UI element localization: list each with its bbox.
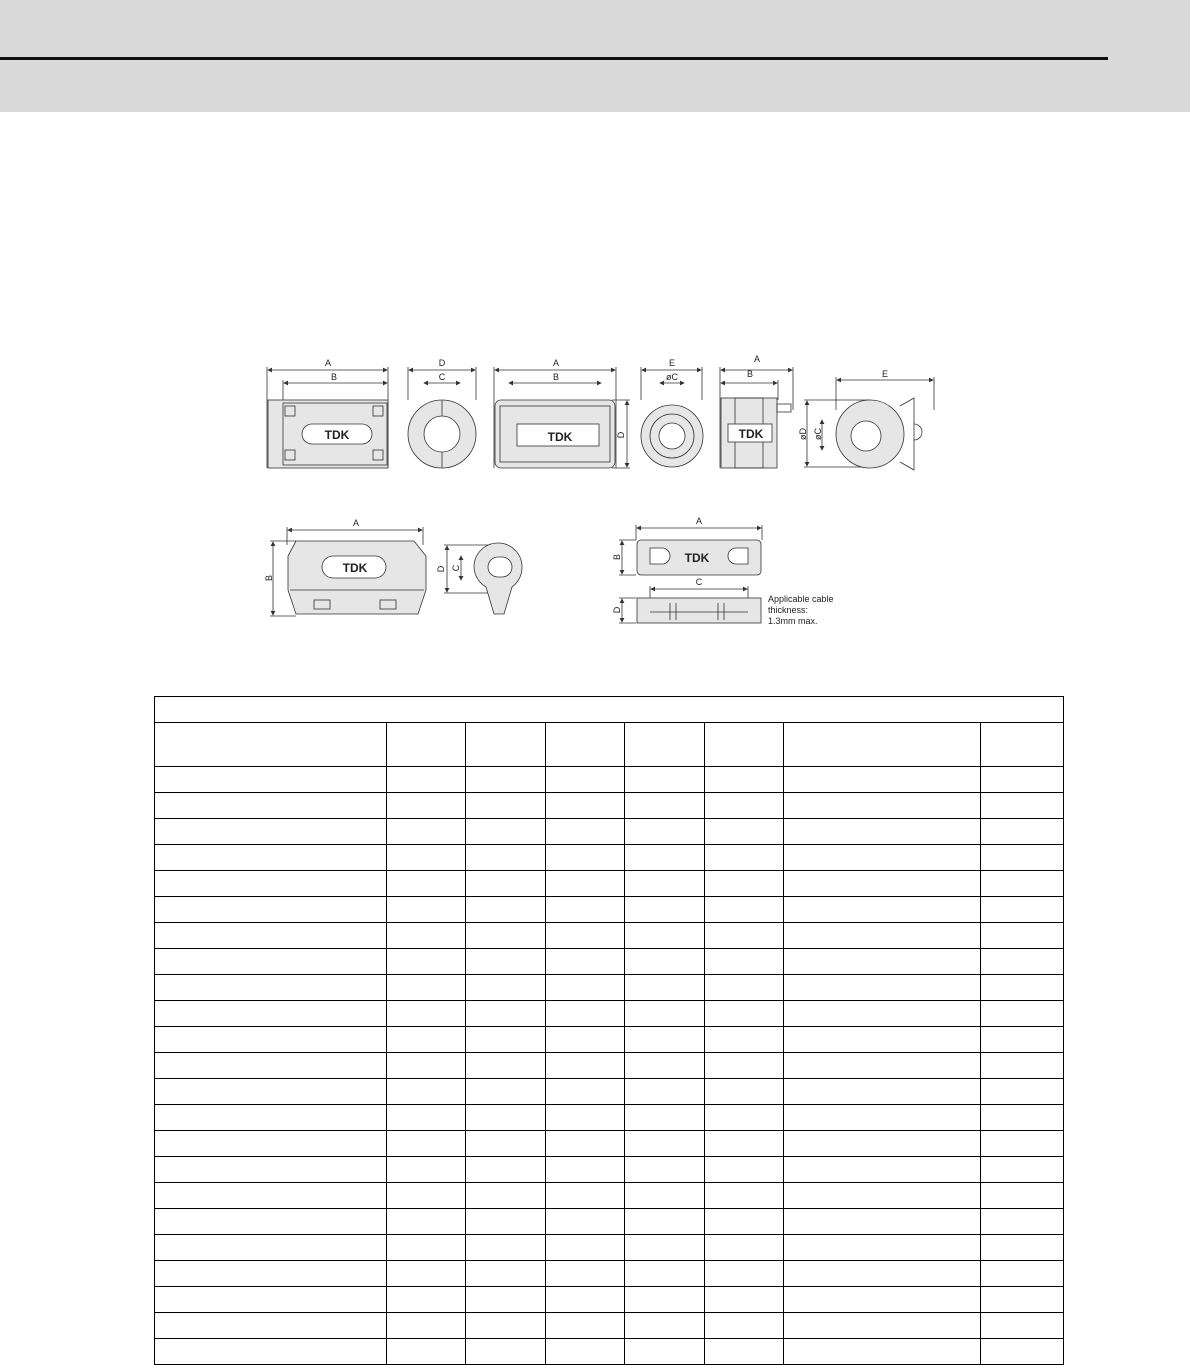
table-header-cell (155, 723, 387, 767)
table-cell (981, 767, 1064, 793)
table-cell (705, 1001, 784, 1027)
table-row (155, 1339, 1064, 1365)
table-cell (466, 1339, 546, 1365)
table-cell (546, 1183, 625, 1209)
table-cell (625, 923, 705, 949)
table-cell (155, 819, 387, 845)
dim-label-d-3: D (616, 431, 626, 439)
table-cell (981, 1001, 1064, 1027)
table-cell (705, 793, 784, 819)
table-title-row (155, 697, 1064, 723)
dim-label-phi-d-6: øD (798, 428, 808, 440)
table-cell (546, 923, 625, 949)
table-cell (546, 1261, 625, 1287)
table-cell (705, 1053, 784, 1079)
table-cell (155, 767, 387, 793)
table-cell (784, 1235, 981, 1261)
table-cell (981, 1053, 1064, 1079)
table-cell (784, 923, 981, 949)
table-cell (784, 767, 981, 793)
table-cell (705, 1287, 784, 1313)
table-cell (466, 845, 546, 871)
dim-label-b-3: B (552, 372, 560, 382)
table-cell (466, 1235, 546, 1261)
table-row (155, 1261, 1064, 1287)
table-cell (705, 975, 784, 1001)
drawing-8 (444, 543, 522, 614)
table-cell (546, 949, 625, 975)
table-cell (466, 1079, 546, 1105)
table-cell (546, 1235, 625, 1261)
table-cell (546, 1105, 625, 1131)
table-cell (466, 871, 546, 897)
table-cell (466, 1053, 546, 1079)
table-cell (625, 975, 705, 1001)
table-cell (784, 897, 981, 923)
drawing-3 (494, 367, 630, 468)
table-cell (387, 897, 466, 923)
drawing-1 (267, 367, 388, 468)
table-header-cell (387, 723, 466, 767)
table-cell (466, 793, 546, 819)
tdk-logo-3: TDK (547, 430, 573, 444)
dim-label-c-9: C (695, 577, 703, 587)
table-cell (705, 819, 784, 845)
table-cell (155, 975, 387, 1001)
table-cell (705, 1313, 784, 1339)
table-cell (155, 793, 387, 819)
table-cell (625, 767, 705, 793)
drawing-2 (408, 367, 476, 468)
table-cell (625, 845, 705, 871)
table-cell (625, 819, 705, 845)
table-cell (546, 1079, 625, 1105)
table-row (155, 1053, 1064, 1079)
table-cell (981, 1261, 1064, 1287)
table-cell (784, 845, 981, 871)
table-cell (705, 1261, 784, 1287)
table-cell (625, 871, 705, 897)
table-cell (625, 1287, 705, 1313)
table-cell (387, 1235, 466, 1261)
table-cell (387, 923, 466, 949)
table-cell (705, 1157, 784, 1183)
dim-label-a-9: A (695, 516, 703, 526)
table-cell (625, 897, 705, 923)
table-cell (546, 1131, 625, 1157)
table-cell (155, 1079, 387, 1105)
table-cell (155, 1131, 387, 1157)
table-row (155, 819, 1064, 845)
table-cell (981, 1157, 1064, 1183)
table-cell (466, 1261, 546, 1287)
table-cell (784, 1079, 981, 1105)
table-row (155, 1313, 1064, 1339)
dim-label-e-6: E (881, 369, 889, 379)
tdk-logo-7: TDK (342, 561, 368, 575)
table-cell (625, 1105, 705, 1131)
cable-note-line-1: Applicable cable (768, 594, 834, 604)
spec-table (154, 696, 1064, 1365)
table-cell (387, 1209, 466, 1235)
table-cell (546, 1157, 625, 1183)
table-cell (546, 1339, 625, 1365)
table-cell (625, 1027, 705, 1053)
table-cell (546, 975, 625, 1001)
table-cell (981, 1079, 1064, 1105)
table-cell (387, 1313, 466, 1339)
table-cell (784, 1287, 981, 1313)
table-header-cell (784, 723, 981, 767)
table-cell (784, 1339, 981, 1365)
table-cell (155, 1157, 387, 1183)
table-cell (705, 1183, 784, 1209)
dim-label-a-3: A (552, 358, 560, 368)
table-cell (466, 819, 546, 845)
table-cell (625, 949, 705, 975)
table-cell (387, 949, 466, 975)
table-row (155, 923, 1064, 949)
table-cell (625, 1183, 705, 1209)
table-cell (625, 1339, 705, 1365)
table-cell (546, 1001, 625, 1027)
table-cell (466, 1157, 546, 1183)
table-cell (466, 897, 546, 923)
dim-label-c-2: C (438, 372, 446, 382)
table-cell (625, 1001, 705, 1027)
table-cell (387, 1001, 466, 1027)
table-cell (155, 1287, 387, 1313)
table-header-cell (546, 723, 625, 767)
table-row (155, 1001, 1064, 1027)
table-cell (466, 949, 546, 975)
table-cell (466, 1287, 546, 1313)
table-header-cell (466, 723, 546, 767)
table-cell (625, 793, 705, 819)
table-cell (155, 1261, 387, 1287)
table-row (155, 949, 1064, 975)
table-header-row (155, 723, 1064, 767)
table-cell (466, 975, 546, 1001)
table-cell (387, 1131, 466, 1157)
table-row (155, 1079, 1064, 1105)
table-cell (981, 1183, 1064, 1209)
table-cell (466, 1027, 546, 1053)
tdk-logo-5: TDK (738, 427, 764, 441)
dim-label-d-2: D (438, 358, 446, 368)
table-cell (387, 767, 466, 793)
table-cell (981, 1027, 1064, 1053)
table-cell (155, 1105, 387, 1131)
table-cell (466, 1183, 546, 1209)
table-cell (546, 897, 625, 923)
table-cell (705, 1105, 784, 1131)
table-row (155, 767, 1064, 793)
table-cell (155, 897, 387, 923)
table-cell (981, 1339, 1064, 1365)
table-row (155, 1287, 1064, 1313)
table-cell (981, 923, 1064, 949)
table-cell (784, 1001, 981, 1027)
table-cell (625, 1209, 705, 1235)
table-cell (705, 1079, 784, 1105)
table-cell (784, 949, 981, 975)
table-cell (705, 897, 784, 923)
dim-label-e-4: E (668, 358, 676, 368)
table-cell (981, 793, 1064, 819)
table-cell (784, 1105, 981, 1131)
table-cell (784, 1027, 981, 1053)
table-row (155, 1027, 1064, 1053)
table-cell (387, 1339, 466, 1365)
table-cell (546, 819, 625, 845)
table-cell (387, 819, 466, 845)
table-cell (387, 793, 466, 819)
table-row (155, 1235, 1064, 1261)
table-cell (705, 767, 784, 793)
table-cell (155, 871, 387, 897)
dim-label-b-7: B (264, 574, 274, 582)
dim-label-b-1: B (330, 372, 338, 382)
table-cell (625, 1131, 705, 1157)
table-cell (155, 1235, 387, 1261)
table-cell (387, 1287, 466, 1313)
table-cell (466, 1105, 546, 1131)
table-cell (981, 949, 1064, 975)
table-cell (546, 871, 625, 897)
table-header-cell (705, 723, 784, 767)
table-cell (784, 1131, 981, 1157)
table-cell (387, 871, 466, 897)
drawing-4 (641, 367, 703, 467)
table-cell (387, 1157, 466, 1183)
table-cell (546, 1053, 625, 1079)
table-cell (981, 1235, 1064, 1261)
table-cell (705, 949, 784, 975)
table-cell (625, 1157, 705, 1183)
table-cell (387, 1261, 466, 1287)
table-cell (546, 1209, 625, 1235)
table-cell (546, 767, 625, 793)
table-cell (981, 897, 1064, 923)
table-cell (546, 1027, 625, 1053)
table-cell (784, 871, 981, 897)
table-cell (981, 819, 1064, 845)
table-cell (387, 975, 466, 1001)
table-cell (784, 1183, 981, 1209)
table-cell (155, 923, 387, 949)
table-cell (705, 845, 784, 871)
table-cell (784, 1053, 981, 1079)
table-row (155, 1183, 1064, 1209)
table-cell (784, 1313, 981, 1339)
dim-label-b-9: B (612, 553, 622, 561)
table-cell (466, 1131, 546, 1157)
table-cell (705, 1027, 784, 1053)
table-cell (784, 1261, 981, 1287)
table-cell (155, 1339, 387, 1365)
dim-label-d-9: D (612, 606, 622, 614)
table-row (155, 1131, 1064, 1157)
table-cell (625, 1079, 705, 1105)
table-cell (155, 1313, 387, 1339)
table-cell (155, 1183, 387, 1209)
table-cell (155, 1209, 387, 1235)
table-cell (981, 1209, 1064, 1235)
dim-label-a-5: A (753, 354, 761, 364)
table-cell (784, 1157, 981, 1183)
dim-label-c-8: C (451, 564, 461, 572)
table-cell (981, 1105, 1064, 1131)
table-cell (625, 1235, 705, 1261)
table-cell (625, 1313, 705, 1339)
dim-label-a-7: A (352, 518, 360, 528)
table-cell (981, 975, 1064, 1001)
table-cell (155, 845, 387, 871)
table-row (155, 793, 1064, 819)
table-row (155, 975, 1064, 1001)
table-cell (387, 1105, 466, 1131)
table-cell (387, 1053, 466, 1079)
table-cell (466, 923, 546, 949)
table-cell (387, 1183, 466, 1209)
dim-label-a-1: A (324, 358, 332, 368)
dim-label-d-8: D (436, 565, 446, 573)
table-cell (155, 1027, 387, 1053)
table-cell (546, 845, 625, 871)
table-row (155, 1105, 1064, 1131)
table-cell (466, 1001, 546, 1027)
table-cell (705, 1339, 784, 1365)
table-cell (387, 845, 466, 871)
table-cell (705, 923, 784, 949)
table-cell (387, 1027, 466, 1053)
table-cell (981, 1287, 1064, 1313)
table-cell (784, 819, 981, 845)
table-cell (546, 793, 625, 819)
table-cell (981, 845, 1064, 871)
table-cell (466, 1209, 546, 1235)
drawing-9 (619, 525, 762, 623)
table-cell (981, 1313, 1064, 1339)
table-cell (155, 949, 387, 975)
table-cell (705, 1235, 784, 1261)
table-cell (546, 1287, 625, 1313)
dim-label-phi-c-4: øC (666, 372, 678, 382)
table-cell (981, 871, 1064, 897)
table-cell (155, 1053, 387, 1079)
table-row (155, 871, 1064, 897)
table-cell (784, 1209, 981, 1235)
dim-label-b-5: B (746, 369, 754, 379)
table-cell (546, 1313, 625, 1339)
table-cell (625, 1261, 705, 1287)
drawing-5 (720, 367, 793, 468)
table-header-cell (981, 723, 1064, 767)
table-cell (705, 871, 784, 897)
table-row (155, 897, 1064, 923)
table-cell (466, 767, 546, 793)
table-title-cell (155, 697, 1064, 723)
table-cell (625, 1053, 705, 1079)
table-cell (155, 1001, 387, 1027)
tdk-logo-9: TDK (684, 551, 710, 565)
tdk-logo-1: TDK (324, 428, 350, 442)
drawing-6 (804, 377, 934, 470)
cable-note-line-3: 1.3mm max. (768, 616, 818, 626)
table-header-cell (625, 723, 705, 767)
table-cell (784, 793, 981, 819)
table-cell (705, 1131, 784, 1157)
dim-label-phi-c-6: øC (813, 428, 823, 440)
table-cell (466, 1313, 546, 1339)
cable-note-line-2: thickness: (768, 605, 809, 615)
table-cell (981, 1131, 1064, 1157)
table-row (155, 1209, 1064, 1235)
table-row (155, 845, 1064, 871)
table-cell (784, 975, 981, 1001)
table-cell (705, 1209, 784, 1235)
table-row (155, 1157, 1064, 1183)
table-cell (387, 1079, 466, 1105)
